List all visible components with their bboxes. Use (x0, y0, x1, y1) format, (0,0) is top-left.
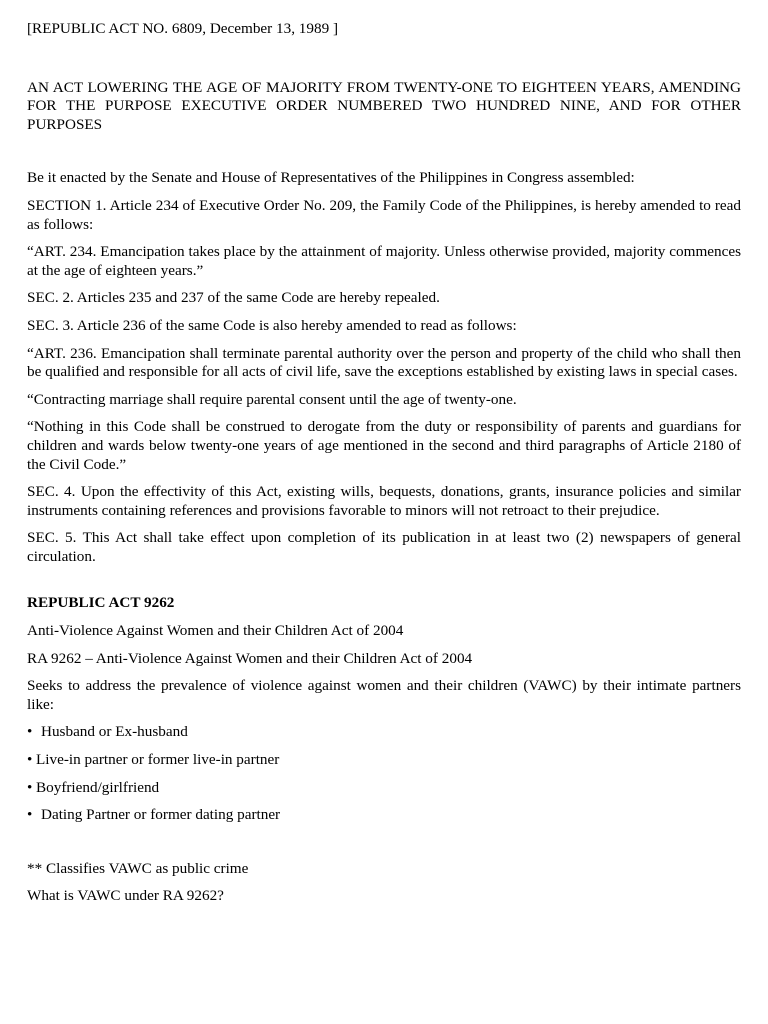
section-1: SECTION 1. Article 234 of Executive Order No. 209, the Family Code of the Philippines, is hereby amended to read as follows: (27, 196, 741, 233)
section-2: SEC. 2. Articles 235 and 237 of the same Code are hereby repealed. (27, 289, 440, 307)
document-page (27, 20, 741, 906)
list-item-text: Dating Partner or former dating partner (41, 806, 281, 824)
vawc-question: What is VAWC under RA 9262? (27, 887, 224, 905)
ra-9262-heading: REPUBLIC ACT 9262 (27, 594, 175, 612)
bullet-icon: • (27, 723, 33, 741)
section-4: SEC. 4. Upon the effectivity of this Act, existing wills, bequests, donations, grants, insurance policies and similar instruments containing references and provisions favorable to minors will not retroact to their prejudice. (27, 483, 741, 519)
nothing-construed-text: “Nothing in this Code shall be construed to derogate from the duty or responsibility of parents and guardians for children and wards below twenty-one years of age mentioned in the second and third paragraphs of Article 2180 of the Civil Code.” (27, 418, 741, 473)
list-item (27, 806, 741, 825)
ra-9262-intro: Seeks to address the prevalence of violence against women and their children (VAWC) by their intimate partners like: (27, 677, 741, 713)
section-3: SEC. 3. Article 236 of the same Code is also hereby amended to read as follows: (27, 316, 517, 334)
article-236-text: “ART. 236. Emancipation shall terminate parental authority over the person and property of the child who shall then be qualified and responsible for all acts of civil life, save the exceptions established by existing laws in special cases. (27, 344, 741, 381)
classifies-note: ** Classifies VAWC as public crime (27, 859, 249, 877)
ra-9262-name: Anti-Violence Against Women and their Children Act of 2004 (27, 622, 404, 640)
section-5: SEC. 5. This Act shall take effect upon completion of its publication in at least two (2) newspapers of general circulation. (27, 529, 741, 565)
list-item (27, 751, 741, 770)
list-item-text: Husband or Ex-husband (41, 723, 188, 741)
list-item (27, 779, 741, 798)
marriage-consent-text: “Contracting marriage shall require parental consent until the age of twenty-one. (27, 390, 517, 408)
bullet-icon: • (27, 806, 33, 824)
bullet-icon: • (27, 751, 33, 769)
act-citation: [REPUBLIC ACT NO. 6809, December 13, 1989 ] (27, 20, 339, 37)
ra-9262-line: RA 9262 – Anti-Violence Against Women and their Children Act of 2004 (27, 649, 473, 667)
list-item-text: Live-in partner or former live-in partner (36, 751, 280, 769)
act-title: AN ACT LOWERING THE AGE OF MAJORITY FROM TWENTY-ONE TO EIGHTEEN YEARS, AMENDING FOR THE PURPOSE EXECUTIVE ORDER NUMBERED TWO HUNDRED NINE, AND FOR OTHER PURPOSES (27, 78, 741, 133)
bullet-icon: • (27, 778, 33, 796)
list-item (27, 723, 741, 742)
enacting-clause: Be it enacted by the Senate and House of Representatives of the Philippines in Congress assembled: (27, 169, 635, 187)
list-item-text: Boyfriend/girlfriend (36, 778, 160, 796)
article-234-text: “ART. 234. Emancipation takes place by the attainment of majority. Unless otherwise provided, majority commences at the age of eighteen years.” (27, 243, 741, 279)
